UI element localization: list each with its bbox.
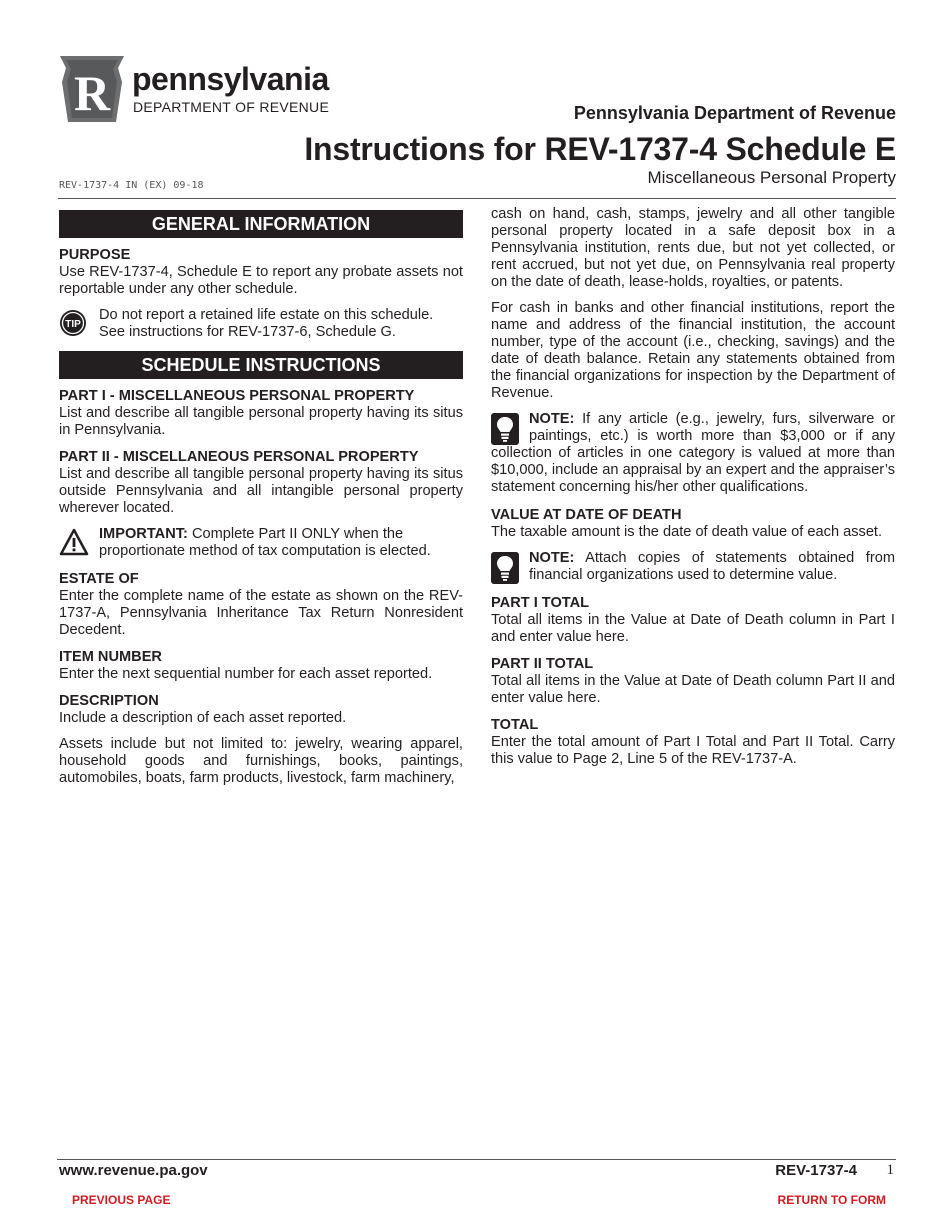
lightbulb-icon <box>491 413 519 445</box>
keystone-icon <box>58 54 126 124</box>
item-number-heading: ITEM NUMBER <box>59 649 162 665</box>
form-code: REV-1737-4 IN (EX) 09-18 <box>59 180 204 191</box>
important-body: Complete Part II ONLY when the proportionate method of tax computation is elected. <box>99 526 431 559</box>
banks-text: For cash in banks and other financial institutions, report the name and address of the financial institution, the account number, type of the account (i.e., checking, savings) and the date of death balance. Retain any statements obtained from the financial organizations for inspection by the Department of Revenue. <box>491 300 895 401</box>
assets-text: Assets include but not limited to: jewelry, wearing apparel, household goods and furnishings, books, paintings, automobiles, boats, farm products, livestock, farm machinery, <box>59 736 463 786</box>
total-text: Enter the total amount of Part I Total and Part II Total. Carry this value to Page 2, Line 5 of the REV-1737-A. <box>491 734 895 767</box>
value-date-of-death-heading: VALUE AT DATE OF DEATH <box>491 507 682 523</box>
part1-heading: PART I - MISCELLANEOUS PERSONAL PROPERTY <box>59 388 415 404</box>
part2-total-heading: PART II TOTAL <box>491 656 594 672</box>
note1-text: If any article (e.g., jewelry, furs, silverware or paintings, etc.) is worth more than $3,000 or if any collection of articles in one category is valued at more than $10,000, include an appraisal by an expert and the appraiser’s statement concerning his/her other qualifications. <box>491 411 895 495</box>
part1-total-text: Total all items in the Value at Date of Death column in Part I and enter value here. <box>491 612 895 645</box>
estate-heading: ESTATE OF <box>59 571 139 587</box>
note-appraisal <box>491 411 895 496</box>
part2-heading: PART II - MISCELLANEOUS PERSONAL PROPERTY <box>59 449 419 465</box>
part1-total-heading: PART I TOTAL <box>491 595 590 611</box>
keystone-letter: R <box>73 65 111 121</box>
tip-icon <box>59 309 89 339</box>
warning-icon <box>59 528 89 556</box>
tip-callout <box>59 307 463 341</box>
pa-revenue-logo <box>58 54 348 124</box>
logo-department: DEPARTMENT OF REVENUE <box>133 99 330 115</box>
tip-icon-label: TIP <box>65 319 81 330</box>
part1-text: List and describe all tangible personal property having its situs in Pennsylvania. <box>59 405 463 438</box>
purpose-text: Use REV-1737-4, Schedule E to report any probate assets not reportable under any other schedule. <box>59 264 463 297</box>
lightbulb-icon <box>491 552 519 584</box>
important-text <box>99 526 463 560</box>
schedule-instructions-banner: SCHEDULE INSTRUCTIONS <box>59 351 463 379</box>
total-heading: TOTAL <box>491 717 539 733</box>
note2-text: Attach copies of statements obtained from financial organizations used to determine value. <box>529 550 895 583</box>
return-to-form-link[interactable]: RETURN TO FORM <box>777 1193 886 1207</box>
page-title: Instructions for REV-1737-4 Schedule E <box>304 131 896 167</box>
right-column <box>491 206 895 777</box>
footer-form-number: REV-1737-4 <box>775 1162 857 1179</box>
logo-state: pennsylvania <box>132 61 329 97</box>
note1-label: NOTE: <box>529 411 575 427</box>
description-text: Include a description of each asset reported. <box>59 710 347 726</box>
value-date-of-death-text: The taxable amount is the date of death value of each asset. <box>491 524 883 540</box>
part2-text: List and describe all tangible personal property having its situs outside Pennsylvania and all intangible personal property wherever located. <box>59 466 463 516</box>
part2-total-text: Total all items in the Value at Date of Death column Part II and enter value here. <box>491 673 895 706</box>
assets-continued-text: cash on hand, cash, stamps, jewelry and all other tangible personal property located in a safe deposit box in a Pennsylvania institution, rents due, but not yet collected, or rent accrued, but not yet due, on Pennsylvania real property on the date of death, lease-holds, royalties, or patents. <box>491 206 895 290</box>
tip-text: Do not report a retained life estate on this schedule. See instructions for REV-1737-6, Schedule G. <box>99 307 434 340</box>
item-number-text: Enter the next sequential number for each asset reported. <box>59 666 433 682</box>
left-column <box>59 210 463 796</box>
note-statements <box>491 550 895 584</box>
header-divider <box>58 198 896 199</box>
description-heading: DESCRIPTION <box>59 693 159 709</box>
purpose-heading: PURPOSE <box>59 247 131 263</box>
agency-name: Pennsylvania Department of Revenue <box>573 103 896 123</box>
important-label: IMPORTANT: <box>99 526 188 542</box>
footer-divider <box>57 1159 896 1160</box>
note2-label: NOTE: <box>529 550 575 566</box>
footer-url: www.revenue.pa.gov <box>59 1162 208 1179</box>
page-subtitle: Miscellaneous Personal Property <box>647 168 896 187</box>
previous-page-link[interactable]: PREVIOUS PAGE <box>72 1193 171 1207</box>
general-information-banner: GENERAL INFORMATION <box>59 210 463 238</box>
important-callout <box>59 526 463 560</box>
page-number: 1 <box>886 1162 894 1178</box>
estate-text: Enter the complete name of the estate as shown on the REV-1737-A, Pennsylvania Inheritance Tax Return Nonresident Decedent. <box>59 588 463 638</box>
